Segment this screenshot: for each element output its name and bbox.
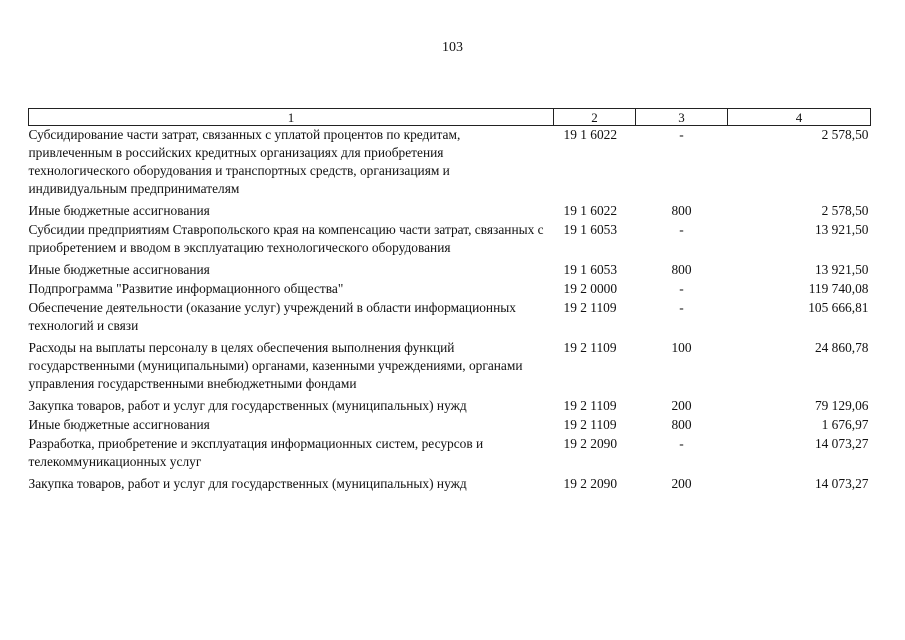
row-name: Иные бюджетные ассигнования [28,262,210,277]
row-code: 19 2 1109 [563,417,617,432]
table-row [29,261,871,280]
table-row [29,397,871,416]
row-name: Иные бюджетные ассигнования [28,417,210,432]
row-type: - [679,436,684,451]
table-row [29,435,871,475]
row-code: 19 2 1109 [563,398,617,413]
table-header [29,109,871,126]
header-col-2: 2 [554,109,636,126]
row-type: 100 [671,340,692,355]
row-type: 800 [671,417,692,432]
row-code: 19 2 1109 [563,300,617,315]
row-name: Субсидирование части затрат, связанных с уплатой процентов по кредитам, привлеченным в российских кредитных организациях для приобретения технологического оборудования и транспортных средств, организациям и индивидуальным предпринимателям [28,127,461,196]
row-type: 200 [671,398,692,413]
table-row [29,339,871,397]
table-body [29,126,871,495]
header-row [29,109,871,126]
row-amount: 2 578,50 [821,127,869,142]
row-type: - [679,281,684,296]
table-row [29,280,871,299]
row-name: Закупка товаров, работ и услуг для государственных (муниципальных) нужд [28,398,467,413]
table-row [29,416,871,435]
header-col-3: 3 [636,109,728,126]
row-amount: 24 860,78 [814,340,869,355]
row-amount: 14 073,27 [814,476,869,491]
row-type: - [679,127,684,142]
table-row [29,221,871,261]
row-name: Закупка товаров, работ и услуг для государственных (муниципальных) нужд [28,476,467,491]
row-amount: 105 666,81 [808,300,869,315]
row-name: Подпрограмма "Развитие информационного общества" [28,281,344,296]
table-row [29,202,871,221]
header-col-1: 1 [29,109,554,126]
row-name: Обеспечение деятельности (оказание услуг) учреждений в области информационных технологий и связи [28,300,516,333]
table-row [29,126,871,203]
row-name: Разработка, приобретение и эксплуатация информационных систем, ресурсов и телекоммуникационных услуг [28,436,484,469]
row-amount: 119 740,08 [808,281,869,296]
row-amount: 1 676,97 [821,417,869,432]
row-name: Иные бюджетные ассигнования [28,203,210,218]
row-code: 19 1 6053 [563,222,618,237]
row-type: 800 [671,262,692,277]
row-code: 19 2 1109 [563,340,617,355]
row-type: 200 [671,476,692,491]
table-row [29,299,871,339]
page-number: 103 [442,40,463,55]
table-row [29,475,871,494]
row-code: 19 2 2090 [563,476,618,491]
row-name: Субсидии предприятиям Ставропольского края на компенсацию части затрат, связанных с приобретением и вводом в эксплуатацию технологического оборудования [28,222,544,255]
row-amount: 13 921,50 [814,262,869,277]
row-code: 19 1 6022 [563,127,618,142]
row-name: Расходы на выплаты персоналу в целях обеспечения выполнения функций государственными (муниципальными) органами, казенными учреждениями, органами управления государственными внебюджетными фондами [28,340,523,391]
budget-table [28,108,871,494]
header-col-4: 4 [728,109,871,126]
row-amount: 13 921,50 [814,222,869,237]
row-code: 19 1 6022 [563,203,618,218]
row-type: - [679,222,684,237]
row-amount: 14 073,27 [814,436,869,451]
row-amount: 79 129,06 [814,398,869,413]
row-type: 800 [671,203,692,218]
row-code: 19 2 2090 [563,436,618,451]
row-amount: 2 578,50 [821,203,869,218]
row-code: 19 1 6053 [563,262,618,277]
row-code: 19 2 0000 [563,281,618,296]
row-type: - [679,300,684,315]
